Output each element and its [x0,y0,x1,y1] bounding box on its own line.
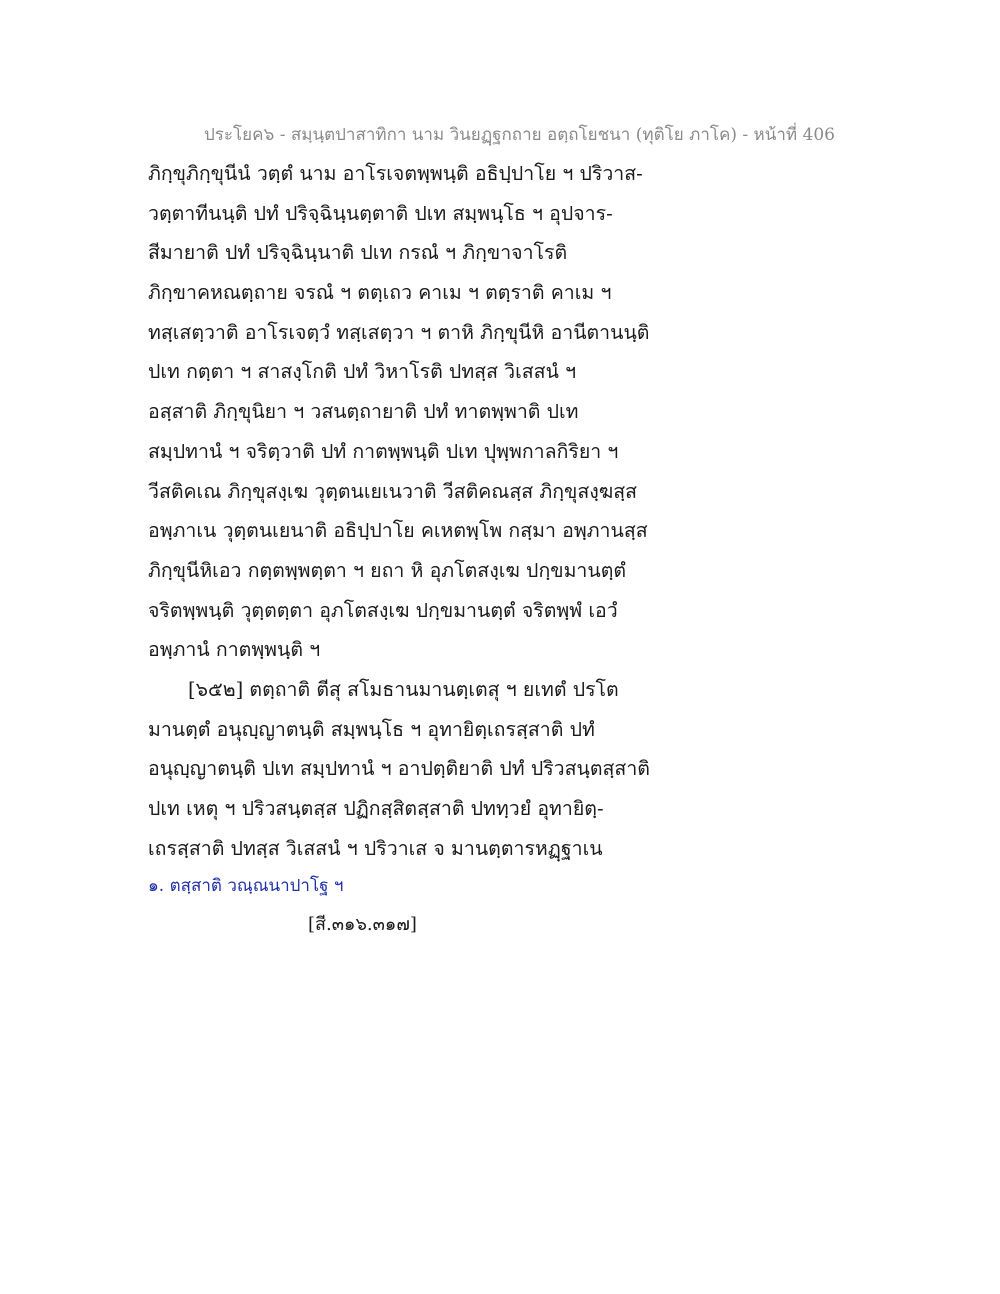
text-line: ภิกฺขาคหณตฺถาย จรณํ ฯ ตตฺเถว คาเม ฯ ตตฺราติ คาเม ฯ [148,281,612,305]
text-line: มานตฺตํ อนุญฺญาตนฺติ สมฺพนฺโธ ฯ อุทายิตฺเถรสฺสาติ ปทํ [148,717,595,741]
running-header: ประโยค๖ - สมฺนฺตปาสาทิกา นาม วินยฏฺฐกถาย อตฺถโยชนา (ทุติโย ภาโค) - หน้าที่ 406 [204,125,835,145]
text-line: อพฺภานํ กาตพฺพนฺติ ฯ [148,638,321,662]
text-line: ภิกฺขุภิกฺขุนีนํ วตฺตํ นาม อาโรเจตพฺพนฺติ อธิปฺปาโย ฯ ปริวาส- [148,162,643,185]
text-line: วีสติคเณ ภิกฺขุสงฺเฆ วุตฺตนเยเนวาติ วีสติคณสฺส ภิกฺขุสงฺฆสฺส [148,479,638,503]
text-line: สมฺปทานํ ฯ จริตฺวาติ ปทํ กาตพฺพนฺติ ปเท ปุพฺพกาลกิริยา ฯ [148,439,619,463]
paragraph-first-line: [๖๕๒] ตตฺถาติ ตีสุ สโมธานมานตฺเตสุ ฯ ยเทตํ ปรโต [188,677,619,701]
text-line: อสฺสาติ ภิกฺขุนิยา ฯ วสนตฺถายาติ ปทํ ทาตพฺพาติ ปเท [148,400,579,424]
text-line: จริตพฺพนฺติ วุตฺตตฺตา อุภโตสงฺเฆ ปกฺขมานตฺตํ จริตพฺพํ เอวํ [148,598,618,622]
text-line: สีมายาติ ปทํ ปริจฺฉินฺนาติ ปเท กรณํ ฯ ภิกฺขาจาโรติ [148,241,568,265]
text-line: เถรสฺสาติ ปทสฺส วิเสสนํ ฯ ปริวาเส จ มานตฺตารหฏฺฐาเน [148,836,603,860]
text-line: วตฺตาทีนนฺติ ปทํ ปริจฺฉินฺนตฺตาติ ปเท สมฺพนฺโธ ฯ อุปจาร- [148,201,613,225]
body-text [148,158,648,872]
text-line: อพฺภาเน วุตฺตนเยนาติ อธิปฺปาโย คเหตพฺโพ กสฺมา อพฺภานสฺส [148,519,648,543]
text-line: ภิกฺขุนีหิเอว กตฺตพฺพตฺตา ฯ ยถา หิ อุภโตสงฺเฆ ปกฺขมานตฺตํ [148,558,627,582]
text-line: ปเท เหตุ ฯ ปริวสนฺตสฺส ปฏิกสฺสิตสฺสาติ ปททฺวยํ อุทายิตฺ- [148,797,604,820]
text-line: ปเท กตฺตา ฯ สาสงฺโกติ ปทํ วิหาโรติ ปทสฺส วิเสสนํ ฯ [148,360,577,384]
text-line: อนุญฺญาตนฺติ ปเท สมฺปทานํ ฯ อาปตฺติยาติ ปทํ ปริวสนฺตสฺสาติ [148,757,650,781]
text-line: ทสฺเสตฺวาติ อาโรเจตฺวํ ทสฺเสตฺวา ฯ ตาหิ ภิกฺขุนีหิ อานีตานนฺติ [148,320,650,344]
page-reference: [สี.๓๑๖.๓๑๗] [308,914,417,935]
footnote: ๑. ตสฺสาติ วณฺณนาปาโฐ ฯ [148,876,344,896]
